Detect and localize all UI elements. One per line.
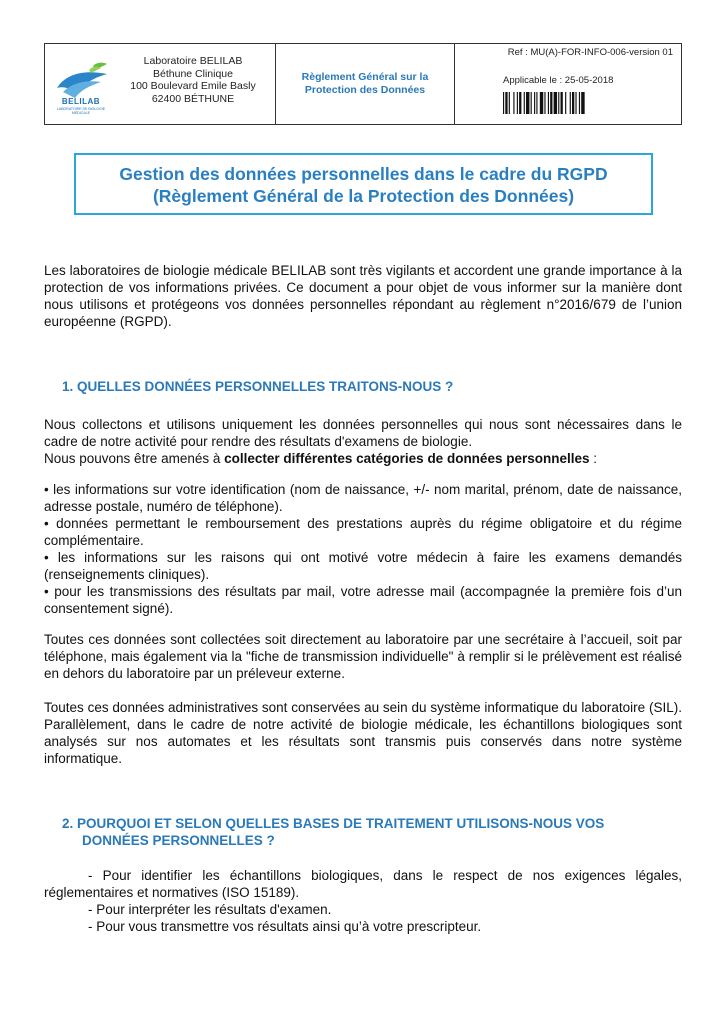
applicable-date: Applicable le : 25-05-2018: [503, 75, 614, 86]
lab-city: 62400 BÉTHUNE: [151, 92, 235, 105]
section1-paragraph3: Toutes ces données sont collectées soit directement au laboratoire par une secrétaire à l’accueil, soit par téléphone, mais également via la "fiche de transmission individuelle" à remplir si le prélèvement est réalisé en dehors du laboratoire par un préleveur externe.: [44, 632, 682, 681]
bullet-mail: • pour les transmissions des résultats par mail, votre adresse mail (accompagnée la première fois d’un consentement signé).: [44, 584, 682, 616]
lab-identity: [45, 44, 275, 124]
document-header: [44, 43, 682, 125]
section2-item1: - Pour identifier les échantillons biologiques, dans le respect de nos exigences légales, réglementaires et normatives (ISO 15189).: [44, 868, 682, 900]
bullet-remboursement: • données permettant le remboursement des prestations auprès du régime obligatoire et du régime complémentaire.: [44, 516, 682, 548]
section2-heading: [62, 815, 682, 849]
lab-name: Laboratoire BELILAB: [143, 55, 243, 67]
section1-paragraph1: Nous collectons et utilisons uniquement les données personnelles qui nous sont nécessaires dans le cadre de notre activité pour rendre des résultats d'examens de biologie.: [44, 417, 682, 449]
doc-title-line2: Protection des Données: [304, 84, 426, 96]
section1-heading: 1. QUELLES DONNÉES PERSONNELLES TRAITONS-NOUS ?: [62, 379, 454, 394]
logo-subtext: LABORATOIRE DE BIOLOGIE MÉDICALE: [56, 107, 106, 115]
section2-heading-line2: DONNÉES PERSONNELLES ?: [82, 833, 275, 848]
lab-address: [111, 55, 275, 105]
title-line1: Gestion des données personnelles dans le cadre du RGPD: [119, 164, 608, 184]
p2-prefix: Nous pouvons être amenés à: [44, 451, 225, 466]
section2-item3: - Pour vous transmettre vos résultats ainsi qu’à votre prescripteur.: [88, 919, 482, 934]
title-line2: (Règlement Général de la Protection des Données): [152, 186, 575, 206]
p2-bold: collecter différentes catégories de données personnelles: [224, 451, 590, 466]
page-title: [74, 153, 653, 215]
section1-paragraph2: [44, 450, 682, 467]
bullet-renseignements: • les informations sur les raisons qui ont motivé votre médecin à faire les examens demandés (renseignements cliniques).: [44, 550, 682, 582]
intro-paragraph: Les laboratoires de biologie médicale BELILAB sont très vigilants et accordent une grande importance à la protection de vos informations privées. Ce document a pour objet de vous informer sur la manière dont nous utilisons et protégeons vos données personnelles répondant au règlement n°2016/679 de l’union européenne (RGPD).: [44, 263, 682, 329]
p2-suffix: :: [589, 451, 598, 466]
bullet-identification: • les informations sur votre identification (nom de naissance, +/- nom marital, prénom, date de naissance, adresse postale, numéro de téléphone).: [44, 482, 682, 514]
document-reference: [455, 44, 681, 124]
document-type-title: [275, 44, 455, 124]
ref-number: Ref : MU(A)-FOR-INFO-006-version 01: [507, 47, 673, 58]
section1-paragraph4: Toutes ces données administratives sont conservées au sein du système informatique du laboratoire (SIL). Parallèlement, dans le cadre de notre activité de biologie médicale, les échantillons biologiques sont analysés sur nos automates et les résultats sont transmis puis conservés dans notre système informatique.: [44, 700, 682, 766]
doc-title-line1: Règlement Général sur la: [301, 71, 429, 83]
section2-heading-line1: 2. POURQUOI ET SELON QUELLES BASES DE TRAITEMENT UTILISONS-NOUS VOS: [62, 816, 605, 831]
logo-wordmark: BELILAB: [61, 97, 101, 106]
section2-item2: - Pour interpréter les résultats d'examen.: [88, 902, 332, 917]
lab-street: 100 Boulevard Emile Basly: [130, 80, 256, 93]
barcode-icon: [503, 92, 658, 114]
lab-site: Béthune Clinique: [153, 67, 233, 80]
